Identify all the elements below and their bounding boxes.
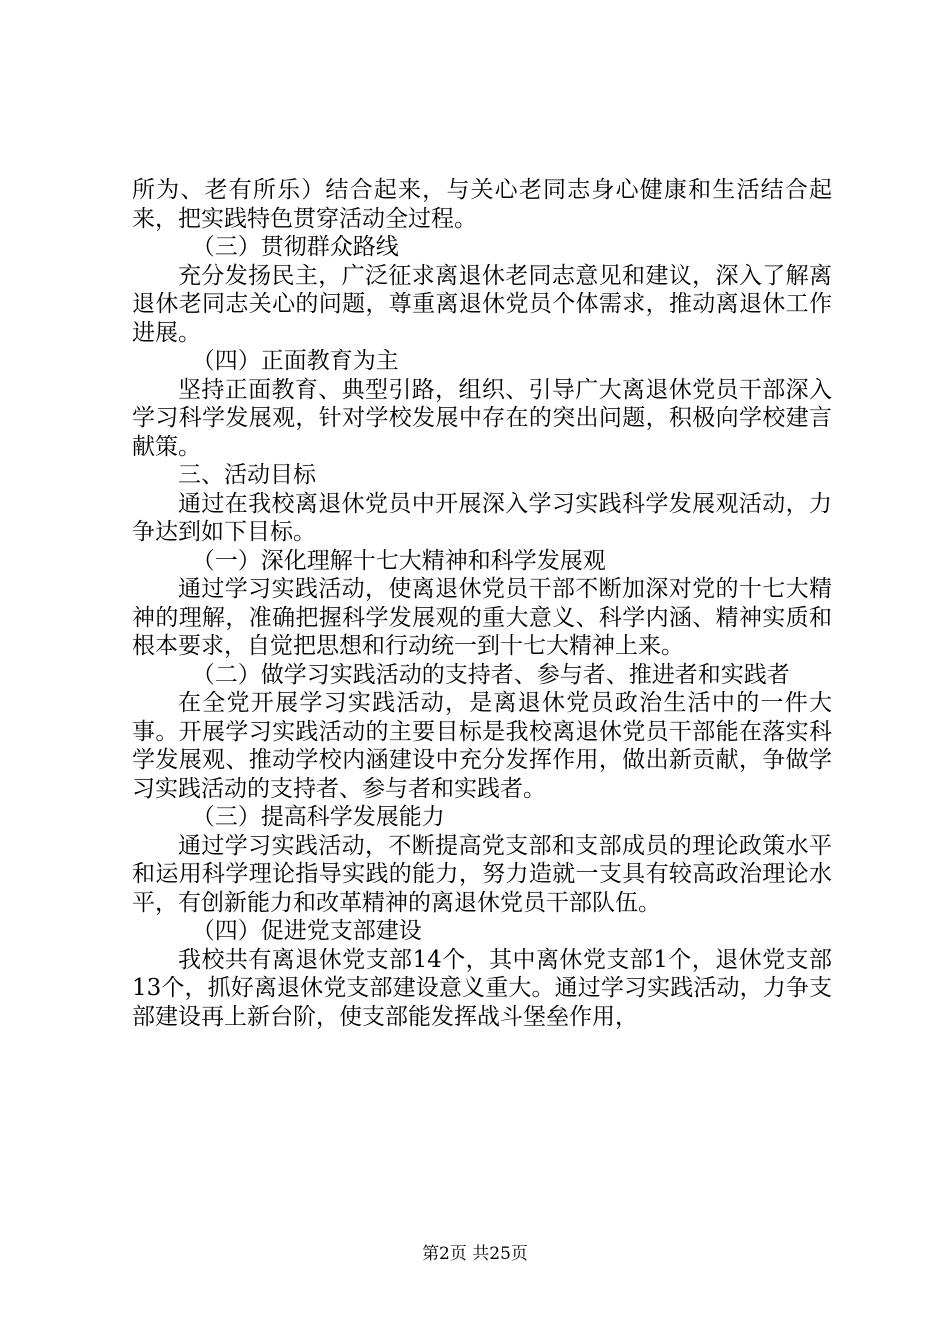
page-footer: [0, 1242, 950, 1266]
section-heading-4b: （四）促进党支部建设: [191, 918, 422, 944]
section-heading-3: （三）贯彻群众路线: [191, 234, 399, 260]
paragraph: 通过学习实践活动，使离退休党员干部不断加深对党的十七大精神的理解，准确把握科学发展观的重大意义、科学内涵、精神实质和根本要求，自觉把思想和行动统一到十七大精神上来。: [132, 576, 832, 659]
paragraph: 通过学习实践活动，不断提高党支部和支部成员的理论政策水平和运用科学理论指导实践的能力，努力造就一支具有较高政治理论水平，有创新能力和改革精神的离退休党员干部队伍。: [132, 832, 832, 916]
paragraph: 通过在我校离退休党员中开展深入学习实践科学发展观活动，力争达到如下目标。: [132, 490, 832, 545]
section-heading-4: （四）正面教育为主: [191, 348, 399, 374]
section-heading-2: （二）做学习实践活动的支持者、参与者、推进者和实践者: [191, 661, 790, 688]
section-heading-1: （一）深化理解十七大精神和科学发展观: [191, 547, 606, 574]
section-heading-3b: （三）提高科学发展能力: [191, 804, 445, 830]
page-number-label: 第2页 共25页: [422, 1244, 528, 1264]
paragraph: 坚持正面教育、典型引路，组织、引导广大离退休党员干部深入学习科学发展观，针对学校发展中存在的突出问题，积极向学校建言献策。: [132, 376, 832, 460]
document-body: [132, 176, 832, 1031]
paragraph-continuation: 所为、老有所乐）结合起来，与关心老同志身心健康和生活结合起来，把实践特色贯穿活动全过程。: [132, 177, 832, 232]
paragraph: 充分发扬民主，广泛征求离退休老同志意见和建议，深入了解离退休老同志关心的问题，尊重离退休党员个体需求，推动离退休工作进展。: [132, 262, 832, 346]
paragraph: 在全党开展学习实践活动，是离退休党员政治生活中的一件大事。开展学习实践活动的主要目标是我校离退休党员干部能在落实科学发展观、推动学校内涵建设中充分发挥作用，做出新贡献，争做学习实践活动的支持者、参与者和实践者。: [132, 690, 832, 802]
paragraph: 我校共有离退休党支部14个，其中离休党支部1个，退休党支部13个，抓好离退休党支部建设意义重大。通过学习实践活动，力争支部建设再上新台阶，使支部能发挥战斗堡垒作用，: [132, 946, 832, 1030]
chapter-heading: 三、活动目标: [178, 462, 316, 488]
